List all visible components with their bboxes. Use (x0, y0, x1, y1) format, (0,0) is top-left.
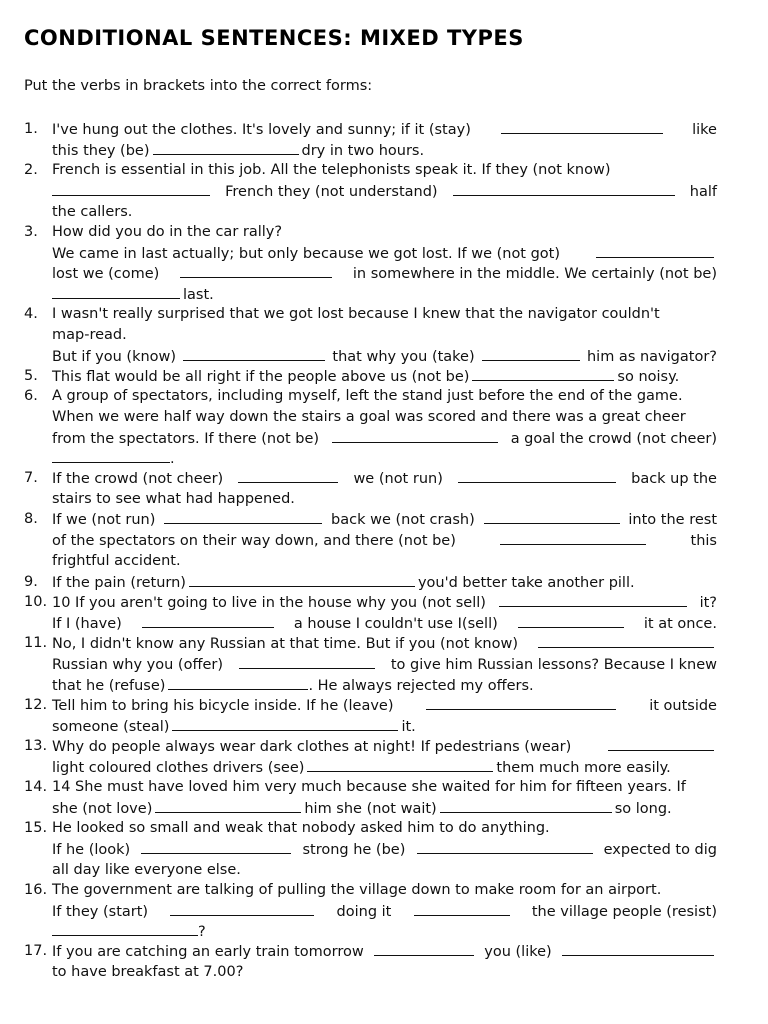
answer-blank[interactable] (153, 140, 299, 155)
question-line: lost we (come) in somewhere in the middle. We certainly (not be) (52, 263, 717, 284)
answer-blank[interactable] (180, 263, 332, 278)
question-number: 4. (24, 306, 38, 322)
question-number: 7. (24, 470, 38, 486)
answer-blank[interactable] (155, 798, 301, 813)
question-number: 2. (24, 162, 38, 178)
answer-blank[interactable] (52, 921, 198, 936)
question-line: French is essential in this job. All the telephonists speak it. If they (not know) (52, 162, 611, 178)
page-title: CONDITIONAL SENTENCES: MIXED TYPES (24, 26, 524, 50)
answer-blank[interactable] (518, 613, 624, 628)
question-number: 11. (24, 635, 48, 651)
answer-blank[interactable] (189, 572, 415, 587)
question-line: stairs to see what had happened. (52, 491, 295, 507)
answer-blank[interactable] (183, 346, 325, 361)
question-line: French they (not understand) half (52, 181, 717, 202)
answer-blank[interactable] (164, 509, 322, 524)
question-line: light coloured clothes drivers (see) them much more easily. (52, 757, 717, 778)
answer-blank[interactable] (307, 757, 493, 772)
answer-blank[interactable] (170, 901, 314, 916)
answer-blank[interactable] (52, 181, 210, 196)
answer-blank[interactable] (374, 941, 474, 956)
answer-blank[interactable] (168, 675, 308, 690)
question-line: If you are catching an early train tomorrow you (like) (52, 941, 717, 962)
answer-blank[interactable] (172, 716, 398, 731)
question-line: ? (52, 921, 717, 942)
answer-blank[interactable] (596, 243, 714, 258)
answer-blank[interactable] (414, 901, 510, 916)
question-line: last. (52, 284, 717, 305)
answer-blank[interactable] (142, 613, 274, 628)
answer-blank[interactable] (426, 695, 616, 710)
answer-blank[interactable] (239, 654, 375, 669)
question-number: 12. (24, 697, 48, 713)
question-number: 17. (24, 943, 48, 959)
question-number: 6. (24, 388, 38, 404)
question-number: 5. (24, 368, 38, 384)
question-line: that he (refuse) . He always rejected my offers. (52, 675, 717, 696)
question-line: If they (start) doing it the village people (resist) (52, 901, 717, 922)
question-number: 9. (24, 574, 38, 590)
answer-blank[interactable] (417, 839, 593, 854)
question-line: this they (be) dry in two hours. (52, 140, 717, 161)
answer-blank[interactable] (484, 509, 620, 524)
question-number: 16. (24, 882, 48, 898)
question-line: from the spectators. If there (not be) a goal the crowd (not cheer) (52, 428, 717, 449)
question-number: 1. (24, 121, 38, 137)
question-line: This flat would be all right if the people above us (not be) so noisy. (52, 366, 717, 387)
question-line: all day like everyone else. (52, 862, 241, 878)
question-number: 3. (24, 224, 38, 240)
answer-blank[interactable] (499, 592, 687, 607)
question-number: 14. (24, 779, 48, 795)
question-line: He looked so small and weak that nobody asked him to do anything. (52, 820, 550, 836)
answer-blank[interactable] (472, 366, 614, 381)
question-line: How did you do in the car rally? (52, 224, 283, 240)
answer-blank[interactable] (538, 633, 714, 648)
question-number: 13. (24, 738, 48, 754)
question-line: If I (have) a house I couldn't use I(sell) it at once. (52, 613, 717, 634)
answer-blank[interactable] (141, 839, 291, 854)
question-number: 10. (24, 594, 48, 610)
question-line: someone (steal) it. (52, 716, 717, 737)
question-line: If we (not run) back we (not crash) into the rest (52, 509, 717, 530)
answer-blank[interactable] (458, 468, 616, 483)
question-line: map-read. (52, 327, 127, 343)
answer-blank[interactable] (562, 941, 714, 956)
question-line: If he (look) strong he (be) expected to dig (52, 839, 717, 860)
question-line: The government are talking of pulling the village down to make room for an airport. (52, 882, 662, 898)
question-line: of the spectators on their way down, and there (not be) this (52, 530, 717, 551)
question-line: frightful accident. (52, 553, 181, 569)
question-line: Russian why you (offer) to give him Russian lessons? Because I knew (52, 654, 717, 675)
question-line: If the crowd (not cheer) we (not run) back up the (52, 468, 717, 489)
question-line: I wasn't really surprised that we got lost because I knew that the navigator couldn't (52, 306, 660, 322)
question-line: 14 She must have loved him very much because she waited for him for fifteen years. If (52, 779, 686, 795)
question-line: If the pain (return) you'd better take another pill. (52, 572, 717, 593)
question-number: 8. (24, 511, 38, 527)
question-line: she (not love) him she (not wait) so long. (52, 798, 717, 819)
answer-blank[interactable] (332, 428, 498, 443)
answer-blank[interactable] (608, 736, 714, 751)
question-line: No, I didn't know any Russian at that time. But if you (not know) (52, 633, 717, 654)
answer-blank[interactable] (52, 284, 180, 299)
question-line: I've hung out the clothes. It's lovely and sunny; if it (stay) like (52, 119, 717, 140)
question-line: Why do people always wear dark clothes at night! If pedestrians (wear) (52, 736, 717, 757)
answer-blank[interactable] (500, 530, 646, 545)
question-line: We came in last actually; but only because we got lost. If we (not got) (52, 243, 717, 264)
answer-blank[interactable] (238, 468, 338, 483)
question-line: . (52, 448, 717, 469)
answer-blank[interactable] (453, 181, 675, 196)
question-line: When we were half way down the stairs a goal was scored and there was a great cheer (52, 409, 686, 425)
question-line: the callers. (52, 204, 133, 220)
instruction: Put the verbs in brackets into the correct forms: (24, 78, 373, 94)
answer-blank[interactable] (482, 346, 580, 361)
question-line: A group of spectators, including myself, left the stand just before the end of the game. (52, 388, 683, 404)
answer-blank[interactable] (501, 119, 663, 134)
question-number: 15. (24, 820, 48, 836)
answer-blank[interactable] (52, 448, 170, 463)
question-line: to have breakfast at 7.00? (52, 964, 244, 980)
question-line: Tell him to bring his bicycle inside. If he (leave) it outside (52, 695, 717, 716)
question-line: But if you (know) that why you (take) him as navigator? (52, 346, 717, 367)
answer-blank[interactable] (440, 798, 612, 813)
question-line: 10 If you aren't going to live in the house why you (not sell) it? (52, 592, 717, 613)
